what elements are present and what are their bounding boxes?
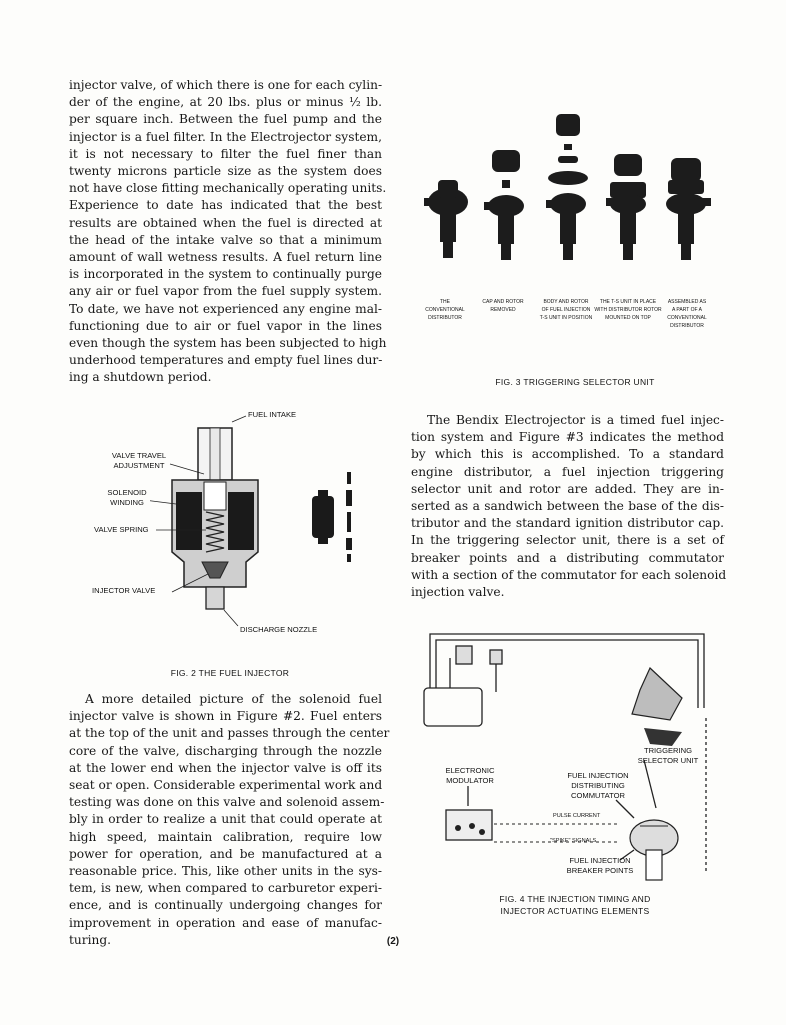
text-line: injector valve, of which there is one for each cylin- xyxy=(69,78,383,92)
text-line: testing was done on this valve and solenoid assem- xyxy=(69,795,385,810)
text-line: it is not necessary to filter the fuel finer than xyxy=(69,146,382,161)
text-line: at the lower end when the injector valve is off its xyxy=(69,760,382,775)
fig3-label-assembled: ASSEMBLED AS A PART OF A CONVENTIONAL DISTRIBUTOR xyxy=(667,299,707,329)
fig3-caption: FIG. 3 TRIGGERING SELECTOR UNIT xyxy=(495,377,655,387)
text-line: serted as a sandwich between the base of the dis- xyxy=(411,499,724,514)
fig2-label-discharge-nozzle: DISCHARGE NOZZLE xyxy=(240,625,318,634)
fig2-label-injector-valve: INJECTOR VALVE xyxy=(92,586,156,595)
text-line: high speed, maintain calibration, require low xyxy=(69,829,382,844)
fig2-label-valve-travel: VALVE TRAVEL ADJUSTMENT xyxy=(111,451,167,470)
fig4-label-triggering: TRIGGERING SELECTOR UNIT xyxy=(637,746,699,765)
text-line: with a section of the commutator for each solenoid xyxy=(411,567,727,582)
text-line: at the top of the unit and passes through the center xyxy=(69,726,390,741)
fig4-caption-line2: INJECTOR ACTUATING ELEMENTS xyxy=(500,906,650,916)
fig2-label-valve-spring: VALVE SPRING xyxy=(94,525,149,534)
text-line: is incorporated in the system to continually purge xyxy=(69,267,382,282)
text-line: The Bendix Electrojector is a timed fuel injec- xyxy=(427,413,724,427)
fig4-label-spike: "SPIKE" SIGNALS xyxy=(550,838,597,844)
text-line: tion system and Figure #3 indicates the method xyxy=(411,430,724,445)
text-line: engine distributor, a fuel injection triggering xyxy=(411,464,724,479)
text-line: power for operation, and be manufactured at a xyxy=(69,846,382,861)
text-line: injector valve is shown in Figure #2. Fuel enters xyxy=(69,709,382,724)
fig4-label-pulse: PULSE CURRENT xyxy=(553,813,601,819)
column1-paragraph1 xyxy=(69,77,387,387)
fig4-label-breaker: FUEL INJECTION BREAKER POINTS xyxy=(566,856,634,875)
text-line: the head of the intake valve so that a minimum xyxy=(69,232,382,247)
text-line: selector unit and rotor are added. They are in- xyxy=(411,481,724,496)
fig3-label-cap-removed: CAP AND ROTOR REMOVED xyxy=(482,299,524,313)
text-line: injector is a fuel filter. In the Electrojector system, xyxy=(69,129,382,144)
fig4-label-commutator: FUEL INJECTION DISTRIBUTING COMMUTATOR xyxy=(567,771,629,800)
text-line: breaker points and a distributing commutator xyxy=(411,550,724,565)
text-line: any air or fuel vapor from the fuel supply system. xyxy=(69,284,382,299)
text-line: seat or open. Considerable experimental work and xyxy=(69,778,383,793)
text-line: Experience to date has indicated that the best xyxy=(69,198,382,213)
fig4-label-modulator: ELECTRONIC MODULATOR xyxy=(445,766,495,785)
column2-paragraph1 xyxy=(411,412,727,601)
text-line: improvement in operation and ease of manufac- xyxy=(69,915,382,930)
fig3-label-conventional: THE CONVENTIONAL DISTRIBUTOR xyxy=(425,299,465,321)
fig2-injector-illustration xyxy=(150,412,380,632)
text-line: bly in order to realize a unit that could operate at xyxy=(69,812,382,827)
text-line: results are obtained when the fuel is directed at xyxy=(69,215,382,230)
text-line: tributor and the standard ignition distributor cap. xyxy=(411,516,724,531)
fig4-caption-line1: FIG. 4 THE INJECTION TIMING AND xyxy=(499,894,651,904)
text-line: per square inch. Between the fuel pump and the xyxy=(69,112,382,127)
text-line: injection valve. xyxy=(411,585,505,600)
text-line: der of the engine, at 20 lbs. plus or minus ½ lb. xyxy=(69,95,382,110)
text-line: even though the system has been subjected to high xyxy=(69,336,387,351)
fig2-label-solenoid: SOLENOID WINDING xyxy=(107,488,147,507)
fig3-label-body-rotor: BODY AND ROTOR OF FUEL INJECTION T-S UNIT IN POSITION xyxy=(539,299,593,321)
fig3-distributors-illustration xyxy=(418,100,718,270)
text-line: twenty microns particle size as the system does xyxy=(69,164,382,179)
text-line: underhood temperatures and empty fuel lines dur- xyxy=(69,353,383,368)
text-line: ing a shutdown period. xyxy=(69,370,212,385)
text-line: tem, is new, when compared to carburetor experi- xyxy=(69,881,382,896)
text-line: To date, we have not experienced any engine mal- xyxy=(69,301,382,316)
text-line: ence, and is continually undergoing changes for xyxy=(69,898,382,913)
text-line: In the triggering selector unit, there is a set of xyxy=(411,533,724,548)
column1-paragraph2 xyxy=(69,691,390,949)
text-line: by which this is accomplished. To a standard xyxy=(411,447,724,462)
text-line: turing. xyxy=(69,932,111,947)
fig3-label-ts-unit: THE T-S UNIT IN PLACE WITH DISTRIBUTOR ROTOR MOUNTED ON TOP xyxy=(594,299,662,321)
page-number: (2) xyxy=(386,936,400,947)
fig2-label-fuel-intake: FUEL INTAKE xyxy=(248,410,297,419)
text-line: core of the valve, discharging through the nozzle xyxy=(69,743,382,758)
text-line: functioning due to air or fuel vapor in the lines xyxy=(69,318,382,333)
text-line: reasonable price. This, like other units in the sys- xyxy=(69,864,382,879)
text-line: amount of wall wetness results. A fuel return line xyxy=(69,250,382,265)
fig2-caption: FIG. 2 THE FUEL INJECTOR xyxy=(170,668,290,678)
text-line: A more detailed picture of the solenoid fuel xyxy=(85,692,382,706)
text-line: not have close fitting mechanically operating units. xyxy=(69,181,387,196)
